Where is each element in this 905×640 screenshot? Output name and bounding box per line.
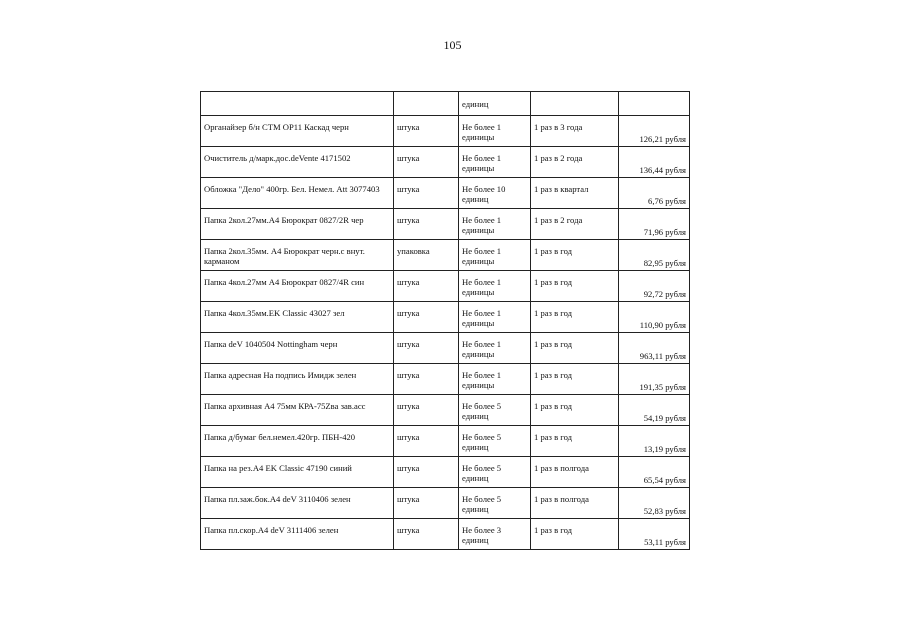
cell-price: 136,44 рубля xyxy=(619,147,690,178)
table-row xyxy=(201,457,690,488)
cell-period: 1 раз в полгода xyxy=(531,457,619,488)
cell-price: 82,95 рубля xyxy=(619,240,690,271)
table-row xyxy=(201,178,690,209)
cell-period: 1 раз в 2 года xyxy=(531,209,619,240)
cell-unit: штука xyxy=(394,147,459,178)
cell-name: Папка пл.скор.А4 deV 3111406 зелен xyxy=(201,519,394,550)
cell-name: Обложка "Дело" 400гр. Бел. Немел. Att 3077403 xyxy=(201,178,394,209)
cell-unit xyxy=(394,92,459,116)
cell-period: 1 раз в квартал xyxy=(531,178,619,209)
cell-quantity: Не более 1 единицы xyxy=(459,240,531,271)
cell-period xyxy=(531,92,619,116)
cell-price: 191,35 рубля xyxy=(619,364,690,395)
cell-name: Папка 2кол.35мм. А4 Бюрократ черн.с внут. карманом xyxy=(201,240,394,271)
cell-quantity: Не более 1 единицы xyxy=(459,271,531,302)
cell-period: 1 раз в год xyxy=(531,519,619,550)
cell-price: 6,76 рубля xyxy=(619,178,690,209)
cell-price: 71,96 рубля xyxy=(619,209,690,240)
table-row xyxy=(201,302,690,333)
cell-quantity: Не более 3 единиц xyxy=(459,519,531,550)
cell-unit: штука xyxy=(394,271,459,302)
cell-unit: штука xyxy=(394,209,459,240)
cell-period: 1 раз в год xyxy=(531,426,619,457)
cell-quantity: Не более 5 единиц xyxy=(459,488,531,519)
table-row xyxy=(201,395,690,426)
cell-period: 1 раз в год xyxy=(531,240,619,271)
cell-price: 963,11 рубля xyxy=(619,333,690,364)
cell-unit: штука xyxy=(394,395,459,426)
table-row xyxy=(201,488,690,519)
cell-name: Папка адресная На подпись Имидж зелен xyxy=(201,364,394,395)
cell-price xyxy=(619,92,690,116)
cell-name: Папка на рез.А4 EK Classic 47190 синий xyxy=(201,457,394,488)
cell-quantity: Не более 10 единиц xyxy=(459,178,531,209)
cell-name: Органайзер б/н CTM OP11 Каскад черн xyxy=(201,116,394,147)
cell-period: 1 раз в год xyxy=(531,271,619,302)
cell-unit: штука xyxy=(394,519,459,550)
cell-price: 126,21 рубля xyxy=(619,116,690,147)
table-row xyxy=(201,364,690,395)
cell-name: Папка 4кол.35мм.EK Classic 43027 зел xyxy=(201,302,394,333)
cell-period: 1 раз в 2 года xyxy=(531,147,619,178)
cell-name: Папка 2кол.27мм.А4 Бюрократ 0827/2R чер xyxy=(201,209,394,240)
table-row xyxy=(201,333,690,364)
cell-quantity: Не более 5 единиц xyxy=(459,426,531,457)
cell-quantity: Не более 5 единиц xyxy=(459,395,531,426)
cell-price: 65,54 рубля xyxy=(619,457,690,488)
cell-unit: штука xyxy=(394,457,459,488)
cell-unit: штука xyxy=(394,116,459,147)
page-number: 105 xyxy=(443,38,462,52)
cell-name xyxy=(201,92,394,116)
cell-name: Папка д/бумаг бел.немел.420гр. ПБН-420 xyxy=(201,426,394,457)
table-row xyxy=(201,426,690,457)
table-row xyxy=(201,240,690,271)
cell-price: 110,90 рубля xyxy=(619,302,690,333)
cell-quantity: Не более 1 единицы xyxy=(459,147,531,178)
supply-norms-table xyxy=(200,91,690,550)
table-body xyxy=(201,92,690,550)
cell-name: Папка пл.заж.бок.А4 deV 3110406 зелен xyxy=(201,488,394,519)
cell-unit: штука xyxy=(394,333,459,364)
cell-price: 54,19 рубля xyxy=(619,395,690,426)
cell-price: 92,72 рубля xyxy=(619,271,690,302)
table-row-continuation xyxy=(201,92,690,116)
table-row xyxy=(201,271,690,302)
cell-name: Папка deV 1040504 Nottingham черн xyxy=(201,333,394,364)
cell-name: Очиститель д/марк.дос.deVente 4171502 xyxy=(201,147,394,178)
cell-quantity: Не более 1 единицы xyxy=(459,302,531,333)
cell-quantity: Не более 5 единиц xyxy=(459,457,531,488)
cell-unit: штука xyxy=(394,426,459,457)
cell-quantity: Не более 1 единицы xyxy=(459,333,531,364)
cell-period: 1 раз в год xyxy=(531,302,619,333)
cell-name: Папка архивная А4 75мм КРА-75Zва зав.асс xyxy=(201,395,394,426)
cell-period: 1 раз в год xyxy=(531,333,619,364)
table-row xyxy=(201,519,690,550)
cell-unit: штука xyxy=(394,302,459,333)
cell-price: 52,83 рубля xyxy=(619,488,690,519)
cell-unit: штука xyxy=(394,178,459,209)
cell-quantity: Не более 1 единицы xyxy=(459,364,531,395)
cell-unit: упаковка xyxy=(394,240,459,271)
cell-period: 1 раз в 3 года xyxy=(531,116,619,147)
cell-quantity: единиц xyxy=(459,92,531,116)
cell-period: 1 раз в год xyxy=(531,364,619,395)
table-row xyxy=(201,147,690,178)
cell-quantity: Не более 1 единицы xyxy=(459,209,531,240)
cell-price: 13,19 рубля xyxy=(619,426,690,457)
table-row xyxy=(201,116,690,147)
cell-name: Папка 4кол.27мм А4 Бюрократ 0827/4R син xyxy=(201,271,394,302)
cell-unit: штука xyxy=(394,364,459,395)
cell-unit: штука xyxy=(394,488,459,519)
cell-quantity: Не более 1 единицы xyxy=(459,116,531,147)
cell-price: 53,11 рубля xyxy=(619,519,690,550)
cell-period: 1 раз в полгода xyxy=(531,488,619,519)
table-row xyxy=(201,209,690,240)
cell-period: 1 раз в год xyxy=(531,395,619,426)
